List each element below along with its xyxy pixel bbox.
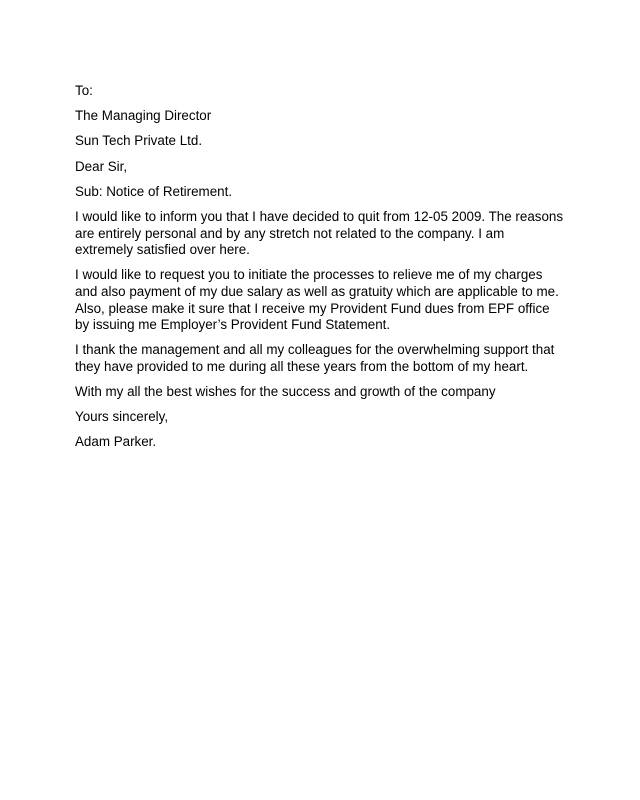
closing-line: Yours sincerely, [75, 409, 169, 425]
recipient-title: The Managing Director [75, 108, 212, 124]
to-label: To: [75, 83, 93, 98]
paragraph-thanks: I thank the management and all my colleagues for the overwhelming support that they have provided to me during all these years from the bottom of my heart. [75, 342, 555, 374]
company-name: Sun Tech Private Ltd. [75, 133, 203, 149]
wishes-line: With my all the best wishes for the success and growth of the company [75, 384, 496, 400]
paragraph-intent: I would like to inform you that I have decided to quit from 12-05 2009. The reasons are entirely personal and by any stretch not related to the company. I am extremely satisfied over here. [75, 208, 564, 258]
paragraph-request: I would like to request you to initiate the processes to relieve me of my charges and also payment of my due salary as well as gratuity which are applicable to me. Also, please make it sure that I receive my Provident Fund dues from EPF office by issuing me Employer’s Provident Fund Statement. [75, 267, 559, 333]
signature-name: Adam Parker. [75, 434, 157, 450]
salutation: Dear Sir, [75, 158, 128, 174]
subject-line: Sub: Notice of Retirement. [75, 183, 233, 199]
letter-body [75, 83, 565, 460]
